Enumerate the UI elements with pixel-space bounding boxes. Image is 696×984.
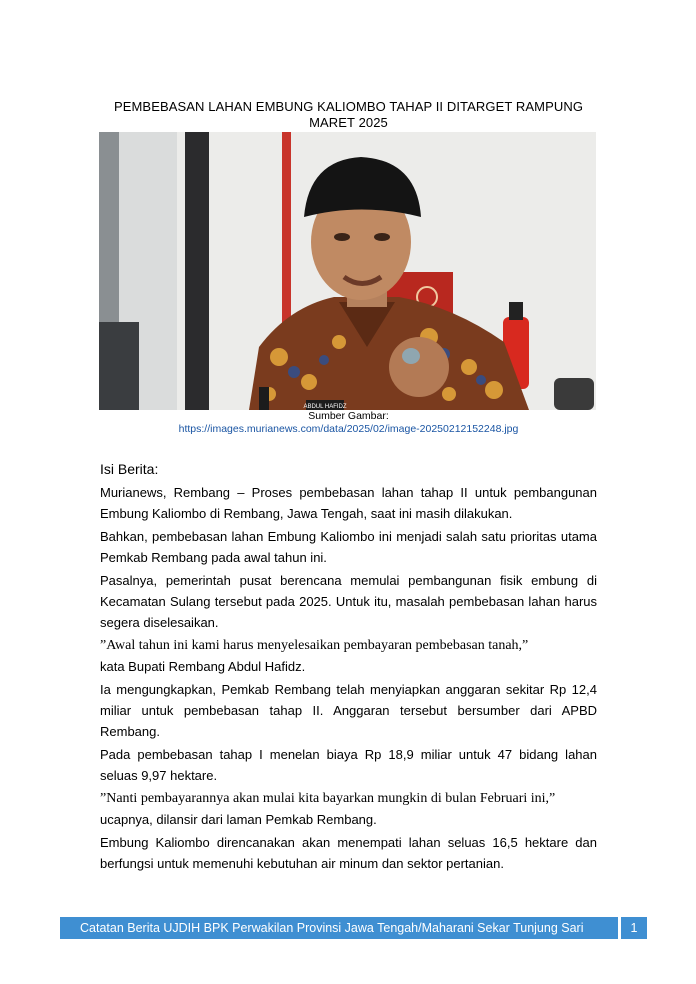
caption-source-link[interactable]: https://images.murianews.com/data/2025/02/image-20250212152248.jpg	[178, 423, 519, 435]
article-title: PEMBEBASAN LAHAN EMBUNG KALIOMBO TAHAP II DITARGET RAMPUNG MARET 2025	[113, 99, 584, 130]
paragraph: Embung Kaliombo direncanakan akan menempati lahan seluas 16,5 hektare dan berfungsi untuk memenuhi kebutuhan air minum dan sektor pertanian.	[100, 835, 597, 871]
paragraph: Ia mengungkapkan, Pemkab Rembang telah menyiapkan anggaran sekitar Rp 12,4 miliar untuk pembebasan tahap II. Anggaran tersebut bersumber dari APBD Rembang.	[100, 682, 597, 739]
section-label: Isi Berita:	[100, 461, 159, 477]
article-photo	[99, 132, 596, 410]
paragraph: kata Bupati Rembang Abdul Hafidz.	[100, 659, 306, 674]
quote-paragraph: ”Awal tahun ini kami harus menyelesaikan pembayaran pembebasan tanah,”	[100, 638, 529, 653]
paragraph: Pasalnya, pemerintah pusat berencana memulai pembangunan fisik embung di Kecamatan Sulang tersebut pada 2025. Untuk itu, masalah pembebasan lahan harus segera diselesaikan.	[100, 573, 597, 630]
article-body	[100, 482, 597, 876]
paragraph: Pada pembebasan tahap I menelan biaya Rp 18,9 miliar untuk 47 bidang lahan seluas 9,97 hektare.	[100, 747, 597, 783]
paragraph: ucapnya, dilansir dari laman Pemkab Rembang.	[100, 812, 377, 827]
paragraph: Murianews, Rembang – Proses pembebasan lahan tahap II untuk pembangunan Embung Kaliombo di Rembang, Jawa Tengah, saat ini masih dilakukan.	[100, 485, 597, 521]
footer-text: Catatan Berita UJDIH BPK Perwakilan Provinsi Jawa Tengah/Maharani Sekar Tunjung Sari	[60, 917, 618, 939]
caption-label: Sumber Gambar:	[308, 410, 389, 422]
paragraph: Bahkan, pembebasan lahan Embung Kaliombo ini menjadi salah satu prioritas utama Pemkab Rembang pada awal tahun ini.	[100, 529, 597, 565]
page-number: 1	[621, 917, 647, 939]
image-caption	[100, 410, 597, 436]
quote-paragraph: ”Nanti pembayarannya akan mulai kita bayarkan mungkin di bulan Februari ini,”	[100, 791, 556, 806]
photo-name-tag: ABDUL HAFIDZ	[303, 404, 347, 410]
page-footer	[60, 917, 647, 939]
